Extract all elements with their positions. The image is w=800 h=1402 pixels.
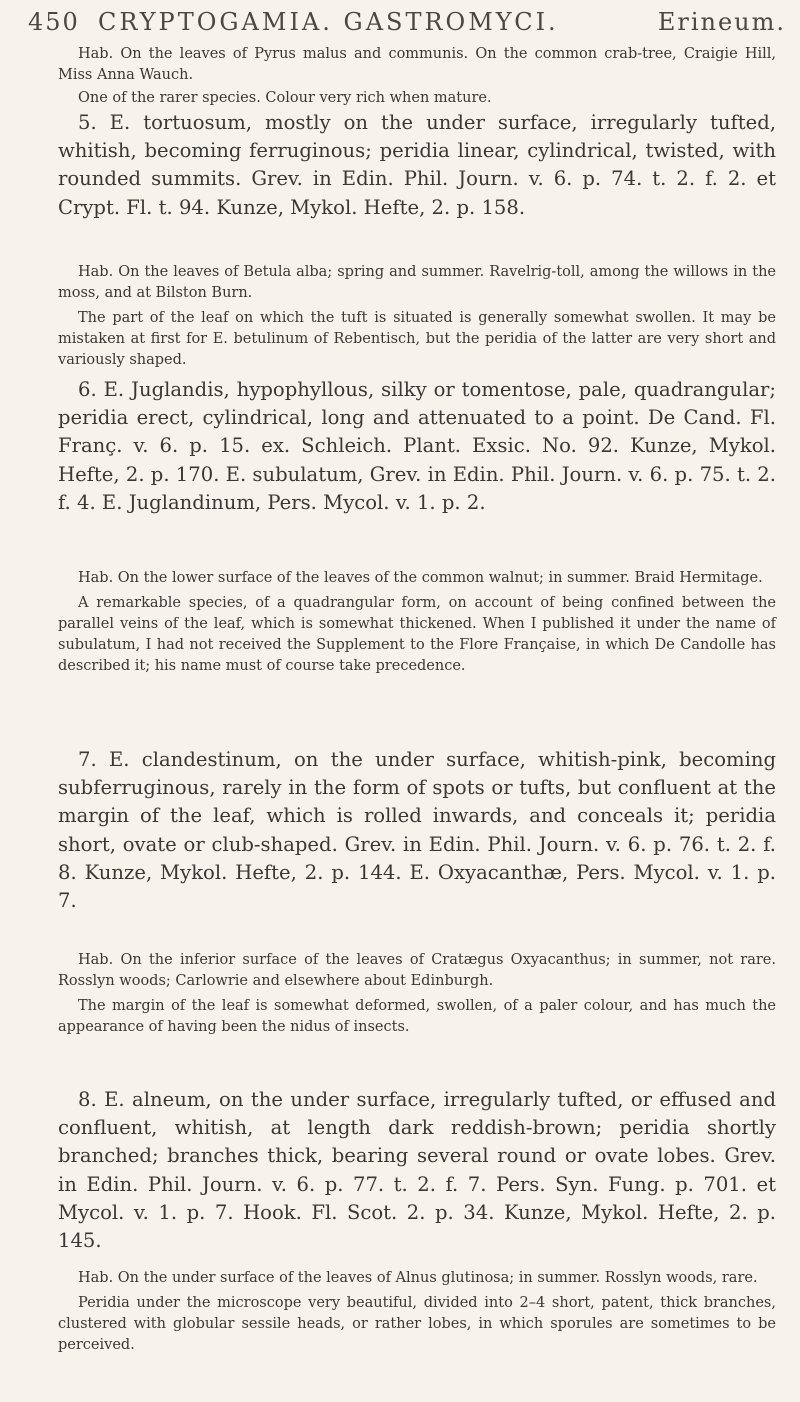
- species-7-entry: [58, 746, 776, 915]
- paragraph: A remarkable species, of a quadrangular form, on account of being confined between the parallel veins of the leaf, which is somewhat thickened. When I published it under the name of subulatum, I had not received the Supplement to the Flore Française, in which De Candolle has described it; his name must of course take precedence.: [58, 595, 776, 674]
- paragraph: Hab. On the leaves of Betula alba; spring and summer. Ravelrig-toll, among the willows in the moss, and at Bilston Burn.: [58, 264, 776, 301]
- species-6-entry: [58, 376, 776, 517]
- page-header: [28, 8, 786, 40]
- species-description: 7. E. clandestinum, on the under surface, whitish-pink, becoming subferruginous, rarely in the form of spots or tufts, but confluent at the margin of the leaf, which is rolled inwards, and conceals it; peridia short, ovate or club-shaped. Grev. in Edin. Phil. Journ. v. 6. p. 76. t. 2. f. 8. Kunze, Mykol. Hefte, 2. p. 144. E. Oxyacanthæ, Pers. Mycol. v. 1. p. 7.: [58, 748, 776, 913]
- species-8-entry: [58, 1086, 776, 1255]
- species-5-entry: [58, 109, 776, 222]
- paragraph: Hab. On the leaves of Pyrus malus and communis. On the common crab-tree, Craigie Hill, Miss Anna Wauch.: [58, 46, 776, 83]
- paragraph: Hab. On the lower surface of the leaves of the common walnut; in summer. Braid Hermitage.: [78, 570, 763, 586]
- species-8-notes: [58, 1268, 776, 1356]
- paragraph: The part of the leaf on which the tuft is situated is generally somewhat swollen. It may be mistaken at first for E. betulinum of Rebentisch, but the peridia of the latter are very short and variously shaped.: [58, 310, 776, 368]
- species-5-notes: [58, 262, 776, 371]
- species-description: 6. E. Juglandis, hypophyllous, silky or tomentose, pale, quadrangular; peridia erect, cylindrical, long and attenuated to a point. De Cand. Fl. Franç. v. 6. p. 15. ex. Schleich. Plant. Exsic. No. 92. Kunze, Mykol. Hefte, 2. p. 170. E. subulatum, Grev. in Edin. Phil. Journ. v. 6. p. 75. t. 2. f. 4. E. Juglandinum, Pers. Mycol. v. 1. p. 2.: [58, 378, 776, 514]
- species-description: 8. E. alneum, on the under surface, irregularly tufted, or effused and confluent, whitish, at length dark reddish-brown; peridia shortly branched; branches thick, bearing several round or ovate lobes. Grev. in Edin. Phil. Journ. v. 6. p. 77. t. 2. f. 7. Pers. Syn. Fung. p. 701. et Mycol. v. 1. p. 7. Hook. Fl. Scot. 2. p. 34. Kunze, Mykol. Hefte, 2. p. 145.: [58, 1088, 776, 1253]
- paragraph: The margin of the leaf is somewhat deformed, swollen, of a paler colour, and has much the appearance of having been the nidus of insects.: [58, 998, 776, 1035]
- page-number: 450: [28, 8, 80, 36]
- paragraph: Hab. On the under surface of the leaves of Alnus glutinosa; in summer. Rosslyn woods, rare.: [78, 1270, 758, 1286]
- paragraph: Hab. On the inferior surface of the leaves of Cratægus Oxyacanthus; in summer, not rare. Rosslyn woods; Carlowrie and elsewhere about Edinburgh.: [58, 952, 776, 989]
- paragraph: One of the rarer species. Colour very rich when mature.: [78, 90, 492, 106]
- running-genus: Erineum.: [657, 8, 786, 36]
- paragraph: Peridia under the microscope very beautiful, divided into 2–4 short, patent, thick branches, clustered with globular sessile heads, or rather lobes, in which sporules are sometimes to be perceived.: [58, 1295, 776, 1353]
- species-7-notes: [58, 950, 776, 1038]
- species-description: 5. E. tortuosum, mostly on the under surface, irregularly tufted, whitish, becoming ferruginous; peridia linear, cylindrical, twisted, with rounded summits. Grev. in Edin. Phil. Journ. v. 6. p. 74. t. 2. f. 2. et Crypt. Fl. t. 94. Kunze, Mykol. Hefte, 2. p. 158.: [58, 111, 776, 219]
- running-title: CRYPTOGAMIA. GASTROMYCI.: [98, 8, 559, 36]
- habitat-pyrus: [58, 44, 776, 109]
- species-6-notes: [58, 568, 776, 677]
